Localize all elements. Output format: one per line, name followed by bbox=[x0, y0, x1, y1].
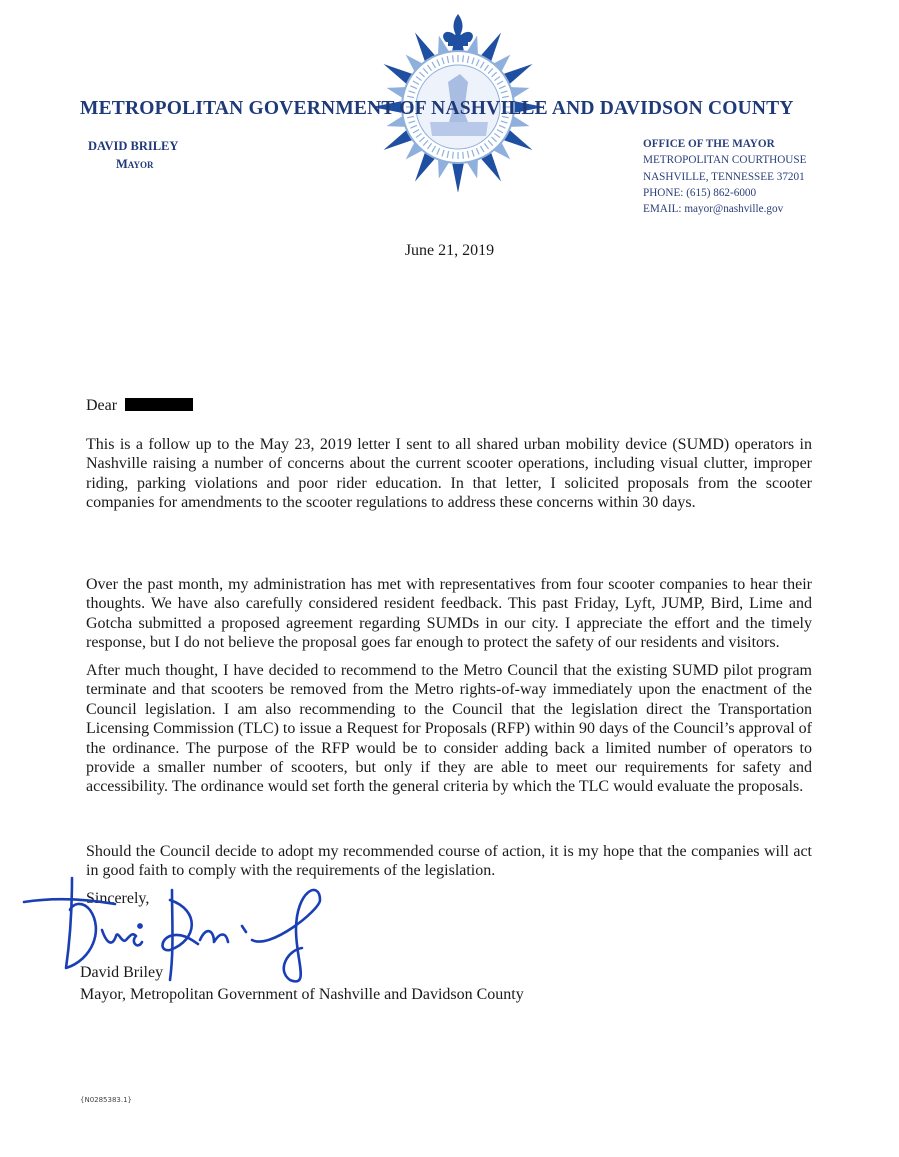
salutation bbox=[86, 397, 193, 415]
letter-date: June 21, 2019 bbox=[404, 242, 495, 259]
body-paragraph: This is a follow up to the May 23, 2019 letter I sent to all shared urban mobility device (SUMD) operators in Nashville raising a number of concerns about the current scooter operations, including visual clutter, improper riding, parking violations and poor rider education. In that letter, I solicited proposals from the scooter companies for amendments to the scooter regulations to address these concerns within 30 days. bbox=[86, 436, 812, 512]
redaction-bar bbox=[125, 398, 193, 411]
office-email[interactable]: EMAIL: mayor@nashville.gov bbox=[643, 203, 784, 216]
seal-ring-mark bbox=[453, 152, 454, 159]
seal-ring-mark bbox=[463, 152, 464, 159]
handwritten-signature-icon bbox=[20, 870, 340, 990]
mayor-name: DAVID BRILEY bbox=[88, 139, 179, 153]
office-phone: PHONE: (615) 862-6000 bbox=[643, 186, 757, 199]
mayor-title: Mayor bbox=[116, 157, 154, 171]
seal-ray bbox=[452, 161, 465, 192]
seal-ring-mark bbox=[463, 55, 464, 62]
organization-title: METROPOLITAN GOVERNMENT OF NASHVILLE AND DAVIDSON COUNTY bbox=[80, 98, 794, 119]
document-number: {N0285383.1} bbox=[80, 1096, 132, 1104]
signer-name: David Briley bbox=[80, 964, 164, 981]
body-paragraph: After much thought, I have decided to recommend to the Metro Council that the existing SUMD pilot program terminate and that scooters be removed from the Metro rights-of-way immediately upon the enactment of the Council legislation. I am also recommending to the Council that the legislation direct the Transportation Licensing Commission (TLC) to issue a Request for Proposals (RFP) within 90 days of the Council’s approval of the ordinance. The purpose of the RFP would be to consider adding back a limited number of operators to provide a smaller number of scooters, but only if they are able to meet our requirements for safety and accessibility. The ordinance would set forth the general criteria by which the TLC would evaluate the proposals. bbox=[86, 662, 812, 796]
body-paragraph: Should the Council decide to adopt my recommended course of action, it is my hope that the companies will act in good faith to comply with the requirements of the legislation. bbox=[86, 843, 812, 880]
seal-ring-mark bbox=[453, 55, 454, 62]
office-heading: OFFICE OF THE MAYOR bbox=[643, 138, 775, 150]
signer-title: Mayor, Metropolitan Government of Nashville and Davidson County bbox=[80, 986, 524, 1003]
body-paragraph: Over the past month, my administration has met with representatives from four scooter companies to hear their thoughts. We have also carefully considered resident feedback. This past Friday, Lyft, JUMP, Bird, Lime and Gotcha submitted a proposed agreement regarding SUMDs in our city. I appreciate the effort and the timely response, but I do not believe the proposal goes far enough to protect the safety of our residents and visitors. bbox=[86, 576, 812, 652]
salutation-text: Dear bbox=[86, 397, 118, 414]
closing: Sincerely, bbox=[86, 890, 150, 907]
office-line-1: METROPOLITAN COURTHOUSE bbox=[643, 154, 807, 167]
office-address-block bbox=[643, 136, 806, 217]
office-line-2: NASHVILLE, TENNESSEE 37201 bbox=[643, 170, 805, 183]
